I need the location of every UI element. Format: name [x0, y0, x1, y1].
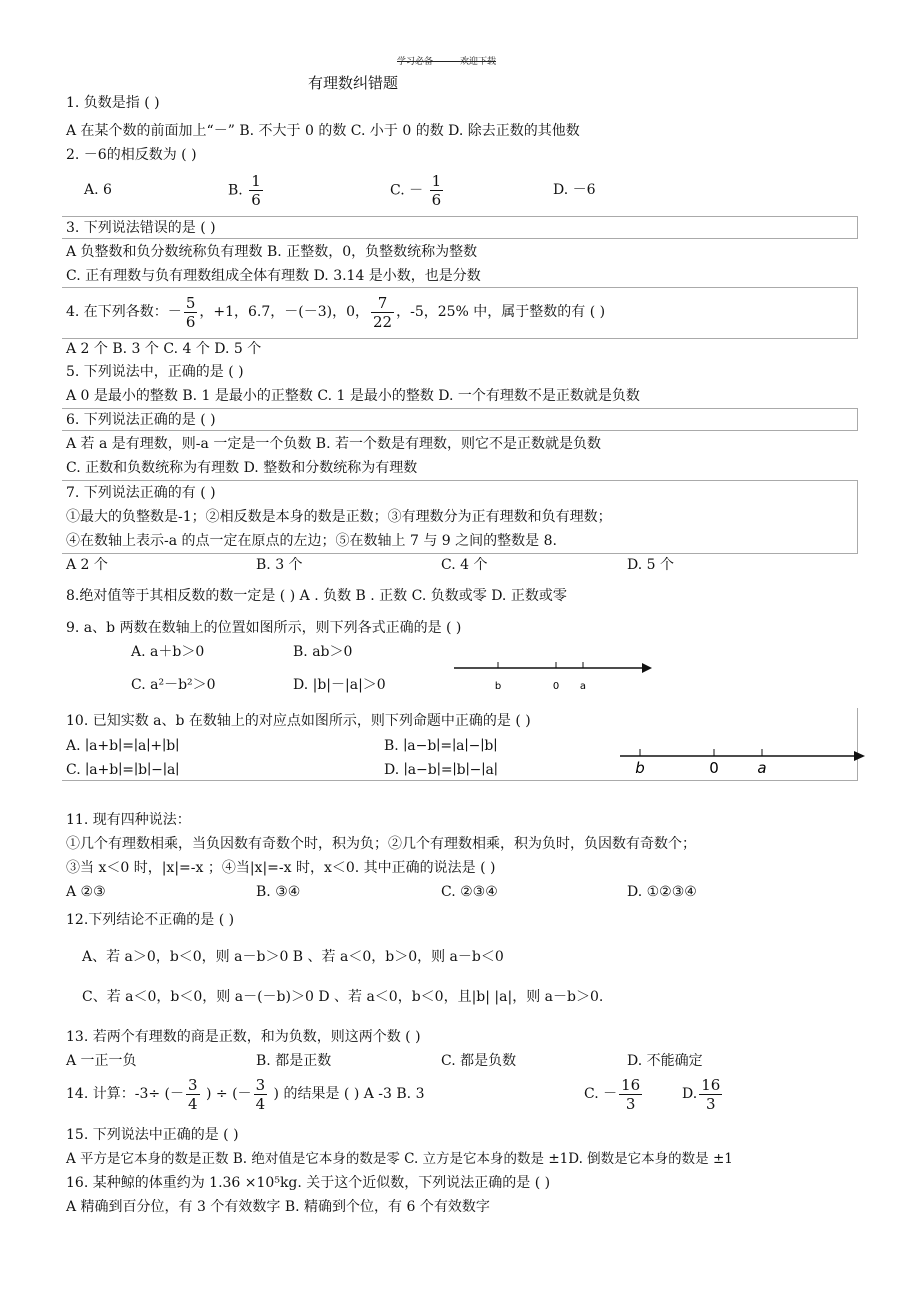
q3-line1: A 负整数和负分数统称负有理数 B. 正整数，0，负整数统称为整数 — [66, 244, 478, 260]
denominator: 4 — [255, 1094, 266, 1113]
q4-stem — [66, 292, 605, 332]
q10-axis-label-0: 0 — [709, 759, 719, 776]
q2-c-fraction — [430, 172, 444, 209]
q15-stem: 15. 下列说法中正确的是 ( ) — [66, 1127, 239, 1143]
q11-stem: 11. 现有四种说法： — [66, 812, 191, 828]
q9-option-b: B. ab＞0 — [293, 644, 353, 660]
q13-option-c: C. 都是负数 — [441, 1053, 517, 1069]
q3-stem: 3. 下列说法错误的是 ( ) — [66, 220, 216, 236]
q3-line2: C. 正有理数与负有理数组成全体有理数 D. 3.14 是小数，也是分数 — [66, 268, 481, 284]
q4-options: A 2 个 B. 3 个 C. 4 个 D. 5 个 — [66, 341, 262, 357]
q14-option-c — [584, 1074, 644, 1114]
numerator: 7 — [371, 294, 394, 313]
q12-line1: A、若 a＞0，b＜0，则 a－b＞0 B 、若 a＜0，b＞0，则 a－b＜0 — [82, 949, 504, 965]
q14-d-label: D. — [682, 1086, 698, 1102]
denominator: 6 — [185, 312, 196, 331]
numerator: 16 — [621, 1075, 641, 1094]
q10-stem: 10. 已知实数 a、b 在数轴上的对应点如图所示，则下列命题中正确的是 ( ) — [66, 713, 531, 729]
q7-statement-1: ①最大的负整数是-1；②相反数是本身的数是正数；③有理数分为正有理数和负有理数； — [66, 509, 612, 525]
q4-fraction-1 — [184, 294, 198, 331]
q6-line2: C. 正数和负数统称为有理数 D. 整数和分数统称为有理数 — [66, 460, 418, 476]
q9-stem: 9. a、b 两数在数轴上的位置如图所示，则下列各式正确的是 ( ) — [66, 620, 462, 636]
q14-stem-mid: ) ÷ (－ — [201, 1086, 252, 1102]
q10-option-a: A. ∣a+b∣=∣a∣+∣b∣ — [66, 738, 180, 754]
q1-options: A 在某个数的前面加上“－” B. 不大于 0 的数 C. 小于 0 的数 D. 除去正数的其他数 — [66, 123, 580, 139]
q4-stem-post: ，-5，25% 中，属于整数的有 ( ) — [396, 304, 606, 320]
q2-option-c — [390, 172, 445, 209]
q9-axis-label-b: b — [494, 681, 502, 692]
q10-option-d: D. ∣a−b∣=∣b∣−∣a∣ — [384, 762, 498, 778]
q9-axis-label-a: a — [579, 681, 587, 692]
q16-stem: 16. 某种鲸的体重约为 1.36 ×10⁵kg. 关于这个近似数，下列说法正确的是 ( ) — [66, 1175, 551, 1191]
q14-c-label: C. － — [584, 1086, 618, 1102]
q10-option-b: B. ∣a−b∣=∣a∣−∣b∣ — [384, 738, 498, 754]
q7-option-d: D. 5 个 — [627, 557, 674, 573]
numerator: 3 — [255, 1075, 266, 1094]
q13-option-d: D. 不能确定 — [627, 1053, 703, 1069]
denominator: 6 — [251, 191, 261, 209]
q13-stem: 13. 若两个有理数的商是正数，和为负数，则这两个数 ( ) — [66, 1029, 421, 1045]
q2-stem: 2. －6的相反数为 ( ) — [66, 147, 197, 163]
numerator: 16 — [701, 1075, 721, 1094]
q7-statement-2: ④在数轴上表示-a 的点一定在原点的左边；⑤在数轴上 7 与 9 之间的整数是 8. — [66, 533, 557, 549]
q9-axis-label-0: 0 — [552, 681, 560, 692]
q12-line2: C、若 a＜0，b＜0，则 a－(－b)＞0 D 、若 a＜0，b＜0，且|b| |a|，则 a－b＞0. — [82, 989, 604, 1005]
q14-stem-pre: 14. 计算：-3÷ (－ — [66, 1086, 184, 1102]
q14-stem — [66, 1074, 425, 1114]
q13-option-b: B. 都是正数 — [256, 1053, 332, 1069]
q7-option-c: C. 4 个 — [441, 557, 488, 573]
page-title: 有理数纠错题 — [308, 74, 399, 92]
q10-axis-label-b: b — [635, 759, 645, 776]
q14-d-fraction — [699, 1076, 722, 1113]
q10-axis-label-a: a — [757, 759, 767, 776]
q4-fraction-2 — [371, 294, 394, 331]
q14-fraction-1 — [186, 1076, 200, 1113]
denominator: 3 — [625, 1094, 636, 1113]
q12-stem: 12.下列结论不正确的是 ( ) — [66, 912, 235, 928]
denominator: 22 — [373, 312, 393, 331]
q10-option-c: C. ∣a+b∣=∣b∣−∣a∣ — [66, 762, 180, 778]
q9-option-d: D. |b|－|a|＞0 — [293, 677, 386, 693]
q2-option-b — [228, 172, 265, 209]
q14-c-fraction — [619, 1076, 642, 1113]
q5-stem: 5. 下列说法中，正确的是 ( ) — [66, 364, 244, 380]
q4-stem-mid: ，+1，6.7，－(－3)，0， — [199, 304, 369, 320]
q2-b-fraction — [249, 172, 263, 209]
q15-options: A 平方是它本身的数是正数 B. 绝对值是它本身的数是零 C. 立方是它本身的数是 ±1D. 倒数是它本身的数是 ±1 — [66, 1151, 733, 1167]
q7-stem: 7. 下列说法正确的有 ( ) — [66, 485, 216, 501]
numerator: 3 — [188, 1075, 198, 1094]
numerator: 1 — [431, 172, 442, 190]
q11-option-a: A ②③ — [66, 884, 106, 900]
q9-number-line — [450, 655, 660, 695]
numerator: 5 — [185, 293, 196, 312]
q14-stem-post: ) 的结果是 ( ) A -3 B. 3 — [269, 1086, 425, 1102]
numerator: 1 — [251, 172, 261, 190]
denominator: 3 — [705, 1094, 716, 1113]
q5-options: A 0 是最小的整数 B. 1 是最小的正整数 C. 1 是最小的整数 D. 一个有理数不是正数就是负数 — [66, 388, 640, 404]
q2-c-label: C. － — [390, 182, 424, 199]
q11-option-d: D. ①②③④ — [627, 884, 697, 900]
q16-options: A 精确到百分位，有 3 个有效数字 B. 精确到个位，有 6 个有效数字 — [66, 1199, 490, 1215]
q11-statement-2: ③当 x＜0 时，|x|=-x ；④当|x|=-x 时，x＜0. 其中正确的说法是 ( ) — [66, 860, 496, 876]
denominator: 4 — [188, 1094, 198, 1113]
q11-option-c: C. ②③④ — [441, 884, 498, 900]
q4-stem-pre: 4. 在下列各数：－ — [66, 304, 182, 320]
q11-statement-1: ①几个有理数相乘，当负因数有奇数个时，积为负；②几个有理数相乘，积为负时，负因数有奇数个； — [66, 836, 696, 852]
q7-option-a: A 2 个 — [66, 557, 108, 573]
q14-option-d — [682, 1074, 724, 1114]
page-header: 学习必备———欢迎下载 — [397, 57, 497, 67]
denominator: 6 — [431, 191, 442, 209]
q10-number-line — [618, 744, 870, 776]
q8-stem: 8.绝对值等于其相反数的数一定是 ( ) A . 负数 B . 正数 C. 负数或零 D. 正数或零 — [66, 588, 567, 604]
q2-b-label: B. — [228, 182, 243, 199]
q6-line1: A 若 a 是有理数，则-a 一定是一个负数 B. 若一个数是有理数，则它不是正数就是负数 — [66, 436, 601, 452]
q13-option-a: A 一正一负 — [66, 1053, 137, 1069]
q14-fraction-2 — [254, 1076, 268, 1113]
q2-option-d: D. －6 — [553, 182, 596, 198]
q1-stem: 1. 负数是指 ( ) — [66, 95, 160, 111]
q7-option-b: B. 3 个 — [256, 557, 303, 573]
q11-option-b: B. ③④ — [256, 884, 301, 900]
q6-stem: 6. 下列说法正确的是 ( ) — [66, 412, 216, 428]
q2-option-a: A. 6 — [84, 182, 112, 198]
q9-option-a: A. a＋b＞0 — [131, 644, 205, 660]
q9-option-c: C. a²－b²＞0 — [131, 677, 216, 693]
